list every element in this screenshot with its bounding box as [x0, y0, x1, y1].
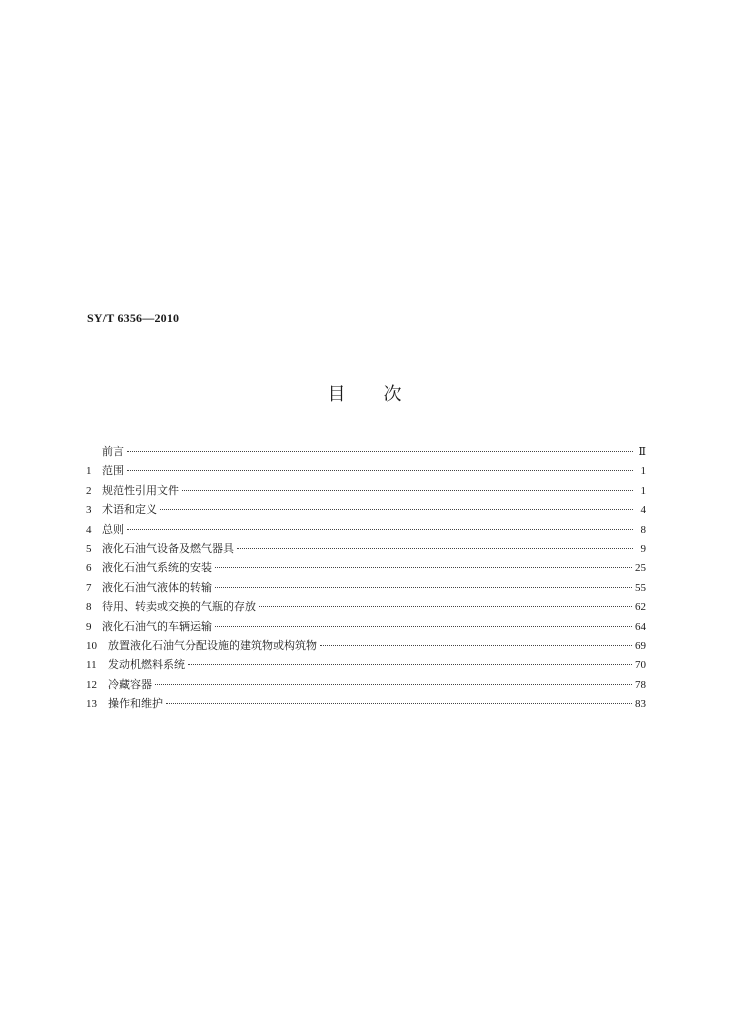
toc-entry-number: 7 — [86, 581, 92, 594]
dot-leader — [127, 529, 633, 530]
dot-leader — [166, 703, 632, 704]
toc-entry-number: 4 — [86, 523, 92, 536]
toc-entry-number: 13 — [86, 698, 97, 711]
toc-entry-label: 液化石油气系统的安装 — [102, 561, 212, 575]
toc-entry-label: 操作和维护 — [108, 697, 163, 711]
toc-entry-label: 术语和定义 — [102, 503, 157, 517]
toc-entry-label: 总则 — [102, 522, 124, 536]
toc-entry-10[interactable] — [86, 636, 646, 655]
toc-entry-8[interactable] — [86, 597, 646, 616]
toc-heading — [0, 380, 729, 406]
toc-entry-page: 55 — [635, 581, 646, 594]
dot-leader — [127, 470, 633, 471]
toc-entry-13[interactable] — [86, 694, 646, 713]
toc-entry-label: 放置液化石油气分配设施的建筑物或构筑物 — [108, 638, 317, 652]
toc-entry-label: 规范性引用文件 — [102, 483, 179, 497]
toc-entry-page: 69 — [635, 639, 646, 652]
toc-entry-number: 10 — [86, 639, 97, 652]
toc-entry-page: 78 — [635, 678, 646, 691]
toc-heading-part2: 次 — [383, 384, 402, 405]
toc-entry-number: 8 — [86, 601, 92, 614]
toc-heading-part1: 目 — [327, 384, 346, 405]
toc-entry-11[interactable] — [86, 655, 646, 674]
toc-entry-label: 前言 — [102, 445, 124, 458]
dot-leader — [215, 567, 632, 568]
dot-leader — [182, 490, 633, 491]
toc-entry-label: 液化石油气设备及燃气器具 — [102, 541, 234, 555]
toc-entry-5[interactable] — [86, 539, 646, 558]
toc-entry-number: 12 — [86, 678, 97, 691]
dot-leader — [155, 684, 632, 685]
dot-leader — [259, 606, 632, 607]
toc-entry-label: 液化石油气的车辆运输 — [102, 619, 212, 633]
toc-entry-page: 70 — [635, 659, 646, 672]
toc-entry-number: 3 — [86, 504, 92, 517]
toc-entry-page: 1 — [640, 465, 646, 478]
toc-entry-number: 6 — [86, 562, 92, 575]
toc-entry-4[interactable] — [86, 520, 646, 539]
toc-entry-2[interactable] — [86, 481, 646, 500]
toc-entry-6[interactable] — [86, 558, 646, 577]
toc-entry-page: 1 — [640, 484, 646, 497]
toc-entry-12[interactable] — [86, 675, 646, 694]
toc-entry-page: Ⅱ — [638, 446, 646, 458]
toc-entry-page: 4 — [640, 504, 646, 517]
toc-entry-label: 范围 — [102, 464, 124, 478]
dot-leader — [160, 509, 633, 510]
toc-entry-3[interactable] — [86, 500, 646, 519]
toc-entry-page: 64 — [635, 620, 646, 633]
toc-entry-label: 待用、转卖或交换的气瓶的存放 — [102, 600, 256, 614]
toc-entry-7[interactable] — [86, 578, 646, 597]
dot-leader — [237, 548, 633, 549]
toc-entry-number: 1 — [86, 465, 92, 478]
dot-leader — [320, 645, 632, 646]
toc-entry-page: 8 — [640, 523, 646, 536]
dot-leader — [215, 626, 632, 627]
toc-entry-1[interactable] — [86, 461, 646, 480]
toc-entry-9[interactable] — [86, 617, 646, 636]
toc-entry-label: 冷藏容器 — [108, 677, 152, 691]
toc-entry-number: 9 — [86, 620, 92, 633]
toc-entry-page: 62 — [635, 601, 646, 614]
toc-entry-label: 液化石油气液体的转输 — [102, 580, 212, 594]
standard-code: SY/T 6356—2010 — [87, 311, 180, 325]
toc-entry-number: 5 — [86, 542, 92, 555]
dot-leader — [188, 664, 632, 665]
dot-leader — [215, 587, 632, 588]
toc-entry-number: 11 — [86, 659, 97, 672]
table-of-contents — [86, 442, 646, 713]
toc-entry-label: 发动机燃料系统 — [108, 658, 185, 672]
toc-entry-number: 2 — [86, 484, 92, 497]
toc-entry-page: 83 — [635, 698, 646, 711]
toc-entry-page: 25 — [635, 562, 646, 575]
toc-entry-foreword[interactable] — [86, 442, 646, 461]
dot-leader — [127, 451, 633, 452]
toc-entry-page: 9 — [640, 542, 646, 555]
